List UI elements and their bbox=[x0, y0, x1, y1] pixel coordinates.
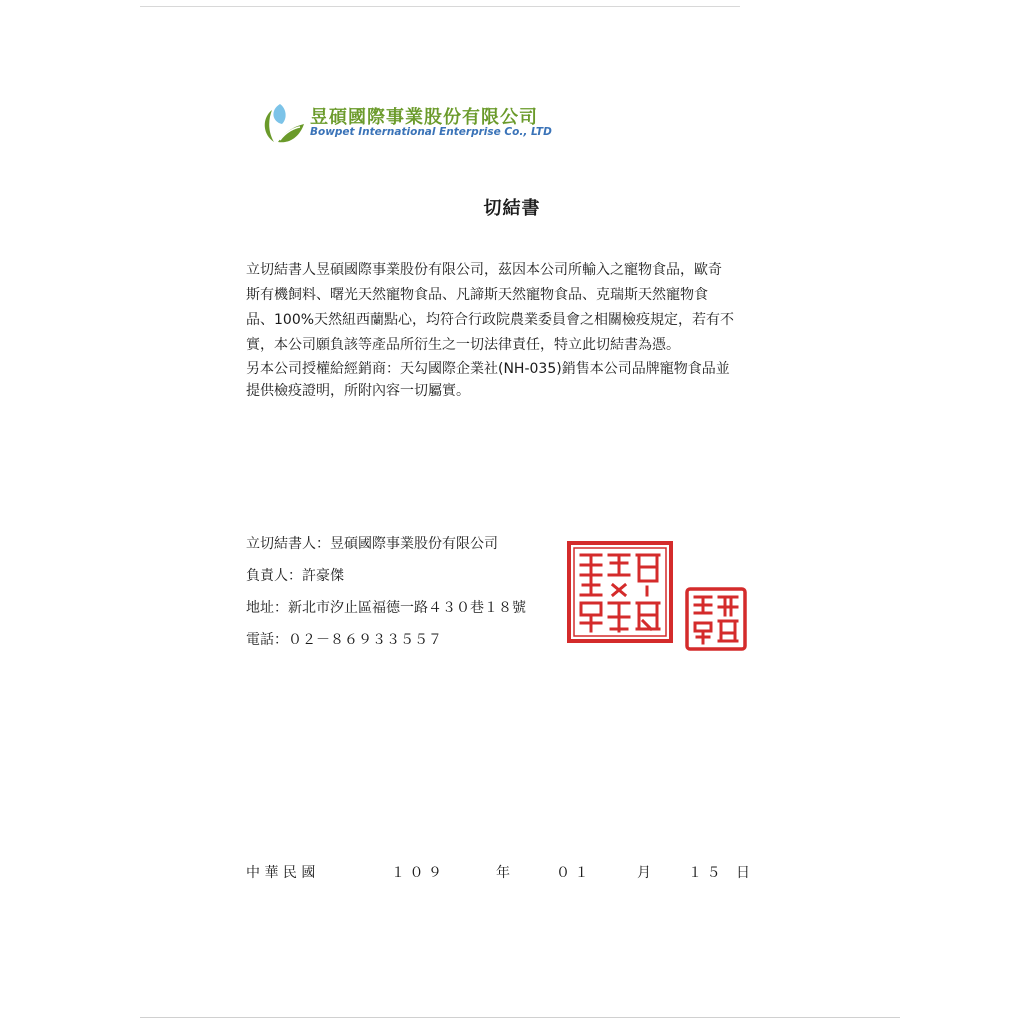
declarant-line: 立切結書人：昱碩國際事業股份有限公司 bbox=[246, 536, 498, 552]
company-name-cn: 昱碩國際事業股份有限公司 bbox=[310, 107, 538, 128]
company-name-en: Bowpet International Enterprise Co., LTD bbox=[310, 126, 552, 138]
body-line: 實，本公司願負該等產品所衍生之一切法律責任，特立此切結書為憑。 bbox=[246, 337, 680, 353]
date-year: １ ０ ９ bbox=[391, 865, 442, 881]
company-seal-icon bbox=[567, 541, 673, 643]
date-day: １ ５ bbox=[688, 865, 721, 881]
body-line: 提供檢疫證明，所附內容一切屬實。 bbox=[246, 383, 470, 399]
scan-edge-bottom bbox=[140, 1017, 900, 1018]
signatory-block bbox=[246, 533, 566, 661]
address-line: 地址：新北市汐止區福德一路４３０巷１８號 bbox=[246, 600, 526, 616]
personal-seal-icon bbox=[685, 587, 747, 651]
company-logo bbox=[258, 100, 558, 146]
scan-edge-top bbox=[140, 6, 740, 7]
leaf-drop-logo-icon bbox=[258, 100, 308, 146]
responsible-person-line: 負責人：許豪傑 bbox=[246, 568, 344, 584]
phone-line: 電話：０２－８６９３３５５７ bbox=[246, 632, 442, 648]
date-era: 中 華 民 國 bbox=[246, 865, 316, 881]
body-line: 立切結書人昱碩國際事業股份有限公司，茲因本公司所輸入之寵物食品，歐奇 bbox=[246, 262, 722, 278]
date-year-unit: 年 bbox=[496, 865, 510, 881]
date-month-unit: 月 bbox=[637, 865, 651, 881]
declaration-body bbox=[246, 258, 746, 402]
date-month: ０ １ bbox=[556, 865, 589, 881]
document-title: 切結書 bbox=[483, 198, 541, 219]
date-day-unit: 日 bbox=[736, 865, 750, 881]
body-line: 品、100%天然紐西蘭點心，均符合行政院農業委員會之相關檢疫規定，若有不 bbox=[246, 312, 735, 328]
body-line: 斯有機飼料、曙光天然寵物食品、凡諦斯天然寵物食品、克瑞斯天然寵物食 bbox=[246, 287, 708, 303]
body-line: 另本公司授權給經銷商：天勾國際企業社(NH-035)銷售本公司品牌寵物食品並 bbox=[246, 361, 730, 377]
